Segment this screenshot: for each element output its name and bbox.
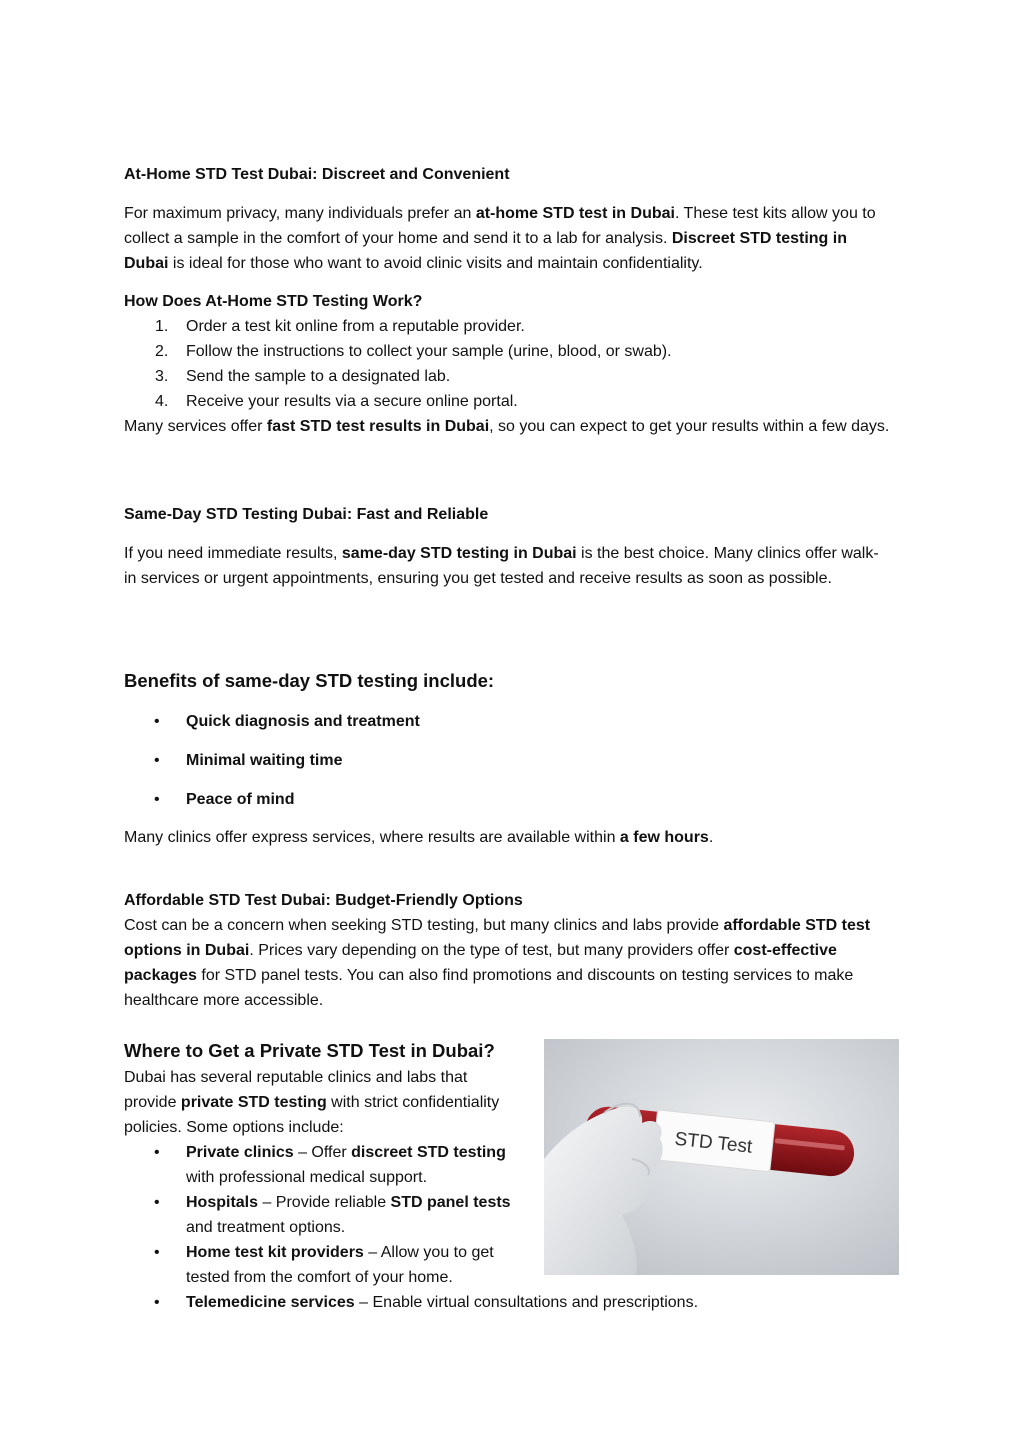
std-test-tube-photo (544, 1039, 899, 1275)
list-item (124, 748, 900, 773)
bold-text: a few hours (619, 829, 709, 846)
list-text: Peace of mind (186, 791, 295, 808)
bold-text: at-home STD test in Dubai (475, 205, 675, 222)
list-item (124, 787, 900, 812)
list-item (124, 1140, 524, 1190)
text-run: with professional medical support. (186, 1169, 428, 1186)
list-item (124, 1290, 900, 1315)
bold-text: discreet STD testing (351, 1144, 506, 1161)
list-item (124, 314, 900, 339)
bold-text: affordable STD test options in Dubai (124, 917, 871, 959)
bold-text: Discreet STD testing in Dubai (124, 230, 847, 272)
test-tube-illustration (544, 1039, 899, 1275)
list-item (124, 389, 900, 414)
section-heading-benefits: Benefits of same-day STD testing include: (124, 670, 495, 691)
text-run: – Offer (293, 1144, 352, 1161)
bold-text: STD panel tests (390, 1194, 511, 1211)
bold-text: same-day STD testing in Dubai (341, 545, 577, 562)
paragraph-affordable (124, 913, 889, 1013)
paragraph-express (124, 825, 894, 850)
text-run: – Enable virtual consultations and prescriptions. (354, 1294, 699, 1311)
bold-text: Home test kit providers (186, 1244, 364, 1261)
list-number: 1. (155, 318, 169, 335)
list-item (124, 339, 900, 364)
bold-text: fast STD test results in Dubai (266, 418, 490, 435)
list-item (124, 709, 900, 734)
list-number: 3. (155, 368, 169, 385)
list-text: Minimal waiting time (186, 752, 343, 769)
text-run: Cost can be a concern when seeking STD testing, but many clinics and labs provide (124, 917, 724, 934)
text-run: is the best choice. Many clinics offer walk-in services or urgent appointments, ensuring you get tested and receive results as soon as possible. (124, 545, 879, 587)
text-run: For maximum privacy, many individuals prefer an (124, 205, 476, 222)
text-run: , so you can expect to get your results within a few days. (489, 418, 890, 435)
bullet-icon: • (154, 1194, 160, 1211)
text-run: is ideal for those who want to avoid clinic visits and maintain confidentiality. (168, 255, 703, 272)
text-run: Dubai has several reputable clinics and labs that provide (124, 1069, 468, 1111)
text-run: and treatment options. (186, 1219, 346, 1236)
paragraph-where (124, 1065, 509, 1140)
text-run: for STD panel tests. You can also find promotions and discounts on testing services to make healthcare more accessible. (124, 967, 854, 1009)
text-run: Many services offer (124, 418, 267, 435)
tube-label-text: STD Test (673, 1128, 754, 1158)
section-heading-affordable: Affordable STD Test Dubai: Budget-Friendly Options (124, 892, 523, 909)
text-run: . These test kits allow you to collect a sample in the comfort of your home and send it to a lab for analysis. (124, 205, 876, 247)
list-text: Send the sample to a designated lab. (186, 368, 451, 385)
list-text: Follow the instructions to collect your sample (urine, blood, or swab). (186, 343, 672, 360)
subheading-how-it-works: How Does At-Home STD Testing Work? (124, 293, 423, 310)
list-item (124, 1190, 524, 1240)
bullet-icon: • (154, 791, 160, 808)
bold-text: Private clinics (186, 1144, 294, 1161)
list-number: 4. (155, 393, 169, 410)
text-run: If you need immediate results, (124, 545, 342, 562)
list-text: Quick diagnosis and treatment (186, 713, 420, 730)
steps-list (124, 314, 900, 414)
list-text: Receive your results via a secure online portal. (186, 393, 518, 410)
text-run: . (708, 829, 714, 846)
bullet-icon: • (154, 1244, 160, 1261)
text-run: Many clinics offer express services, where results are available within (124, 829, 620, 846)
text-run: with strict confidentiality policies. Some options include: (124, 1094, 500, 1136)
bullet-icon: • (154, 1294, 160, 1311)
list-number: 2. (155, 343, 169, 360)
options-list-continued (124, 1290, 900, 1315)
bold-text: cost-effective packages (124, 942, 837, 984)
options-list (124, 1140, 524, 1290)
bold-text: Telemedicine services (186, 1294, 355, 1311)
text-run: – Provide reliable (258, 1194, 391, 1211)
paragraph-at-home (124, 201, 894, 276)
benefits-list (124, 709, 900, 826)
paragraph-same-day (124, 541, 889, 591)
section-heading-where: Where to Get a Private STD Test in Dubai? (124, 1040, 495, 1061)
bullet-icon: • (154, 1144, 160, 1161)
section-heading-same-day: Same-Day STD Testing Dubai: Fast and Reliable (124, 506, 489, 523)
text-run: . Prices vary depending on the type of test, but many providers offer (249, 942, 734, 959)
list-item (124, 1240, 524, 1290)
bullet-icon: • (154, 713, 160, 730)
bullet-icon: • (154, 752, 160, 769)
list-text: Order a test kit online from a reputable provider. (186, 318, 525, 335)
text-run: – Allow you to get tested from the comfort of your home. (186, 1244, 494, 1286)
bold-text: Hospitals (186, 1194, 259, 1211)
bold-text: private STD testing (180, 1094, 327, 1111)
paragraph-fast-results (124, 414, 894, 439)
section-heading-at-home: At-Home STD Test Dubai: Discreet and Convenient (124, 166, 510, 183)
list-item (124, 364, 900, 389)
